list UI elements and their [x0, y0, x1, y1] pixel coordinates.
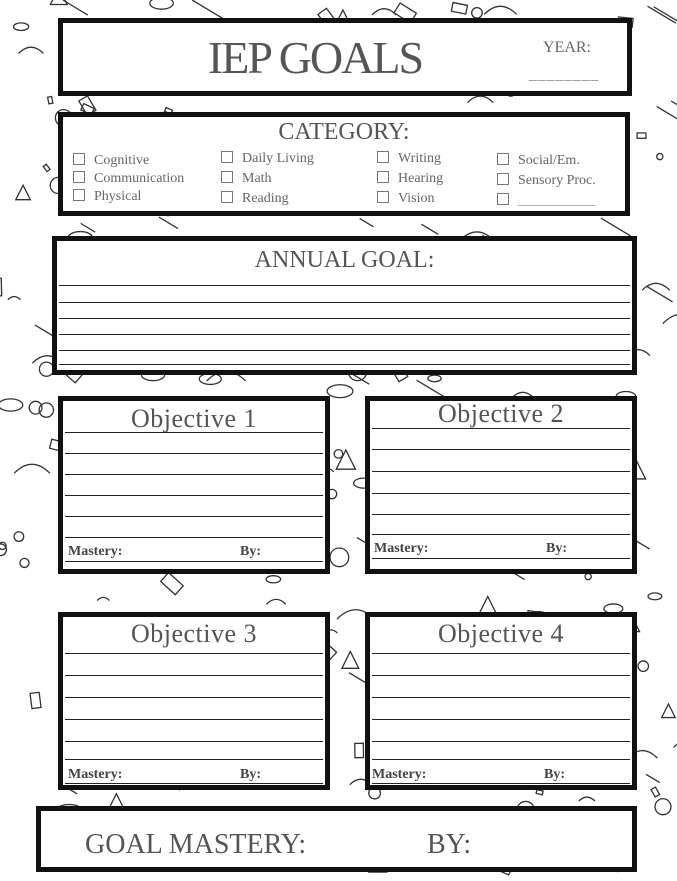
- category-communication[interactable]: Communication: [73, 171, 184, 187]
- objective-1-mastery-label: Mastery:: [68, 544, 123, 559]
- writing-line[interactable]: [372, 428, 630, 429]
- header-box: [58, 18, 632, 96]
- writing-line[interactable]: [372, 741, 630, 742]
- writing-line[interactable]: [65, 561, 323, 562]
- annual-goal-box: [52, 236, 637, 375]
- checkbox[interactable]: [497, 193, 509, 205]
- objective-2-box: [365, 396, 637, 574]
- category-box: [58, 112, 630, 216]
- writing-line[interactable]: [65, 719, 323, 720]
- objective-2-mastery-label: Mastery:: [374, 541, 429, 556]
- objective-4-mastery-label: Mastery:: [372, 767, 427, 782]
- objective-3-title: Objective 3: [130, 619, 258, 648]
- writing-line[interactable]: [65, 432, 323, 433]
- writing-line[interactable]: [372, 534, 630, 535]
- category-other[interactable]: ___________: [497, 193, 595, 209]
- annual-goal-title: ANNUAL GOAL:: [254, 247, 435, 273]
- category-title: CATEGORY:: [278, 119, 410, 145]
- checkbox[interactable]: [377, 151, 389, 163]
- category-cognitive[interactable]: Cognitive: [73, 153, 149, 169]
- writing-line[interactable]: [65, 675, 323, 676]
- category-math[interactable]: Math: [221, 171, 272, 187]
- writing-line[interactable]: [372, 449, 630, 450]
- checkbox[interactable]: [73, 153, 85, 165]
- category-social-emotional[interactable]: Social/Em.: [497, 153, 580, 169]
- writing-line[interactable]: [372, 653, 630, 654]
- writing-line[interactable]: [59, 285, 630, 286]
- checkbox[interactable]: [221, 151, 233, 163]
- writing-line[interactable]: [65, 653, 323, 654]
- objective-1-by-label: By:: [240, 544, 261, 559]
- checkbox[interactable]: [377, 171, 389, 183]
- objective-3-by-label: By:: [240, 767, 261, 782]
- checkbox[interactable]: [221, 171, 233, 183]
- writing-line[interactable]: [372, 675, 630, 676]
- category-sensory-processing[interactable]: Sensory Proc.: [497, 173, 596, 189]
- objective-4-box: [365, 612, 637, 790]
- writing-line[interactable]: [65, 741, 323, 742]
- writing-line[interactable]: [59, 334, 630, 335]
- writing-line[interactable]: [372, 697, 630, 698]
- year-label: YEAR:: [543, 39, 591, 56]
- objective-3-box: [58, 612, 330, 790]
- writing-line[interactable]: [372, 493, 630, 494]
- writing-line[interactable]: [372, 471, 630, 472]
- goal-mastery-label: GOAL MASTERY:: [85, 829, 307, 860]
- objective-4-by-label: By:: [544, 767, 565, 782]
- category-hearing[interactable]: Hearing: [377, 171, 443, 187]
- category-reading[interactable]: Reading: [221, 191, 289, 207]
- goal-mastery-by-label: BY:: [427, 829, 472, 860]
- writing-line[interactable]: [59, 350, 630, 351]
- objective-2-by-label: By:: [546, 541, 567, 556]
- checkbox[interactable]: [497, 173, 509, 185]
- year-field[interactable]: ________: [529, 65, 600, 81]
- writing-line[interactable]: [65, 697, 323, 698]
- writing-line[interactable]: [372, 719, 630, 720]
- checkbox[interactable]: [73, 189, 85, 201]
- writing-line[interactable]: [372, 783, 630, 784]
- writing-line[interactable]: [65, 537, 323, 538]
- writing-line[interactable]: [65, 474, 323, 475]
- objective-1-box: [58, 396, 330, 574]
- writing-line[interactable]: [65, 453, 323, 454]
- objective-3-mastery-label: Mastery:: [68, 767, 123, 782]
- checkbox[interactable]: [221, 191, 233, 203]
- checkbox[interactable]: [497, 153, 509, 165]
- category-physical[interactable]: Physical: [73, 189, 141, 205]
- writing-line[interactable]: [65, 495, 323, 496]
- page-title: IEP GOALS: [207, 32, 423, 83]
- category-vision[interactable]: Vision: [377, 191, 435, 207]
- category-daily-living[interactable]: Daily Living: [221, 151, 314, 167]
- writing-line[interactable]: [65, 759, 323, 760]
- checkbox[interactable]: [73, 171, 85, 183]
- writing-line[interactable]: [59, 302, 630, 303]
- writing-line[interactable]: [372, 514, 630, 515]
- writing-line[interactable]: [59, 364, 630, 365]
- writing-line[interactable]: [372, 759, 630, 760]
- objective-1-title: Objective 1: [130, 404, 258, 433]
- objective-2-title: Objective 2: [437, 399, 565, 428]
- writing-line[interactable]: [65, 783, 323, 784]
- writing-line[interactable]: [59, 318, 630, 319]
- writing-line[interactable]: [372, 558, 630, 559]
- objective-4-title: Objective 4: [437, 619, 565, 648]
- category-writing[interactable]: Writing: [377, 151, 441, 167]
- writing-line[interactable]: [65, 516, 323, 517]
- goal-mastery-box: [36, 806, 637, 872]
- checkbox[interactable]: [377, 191, 389, 203]
